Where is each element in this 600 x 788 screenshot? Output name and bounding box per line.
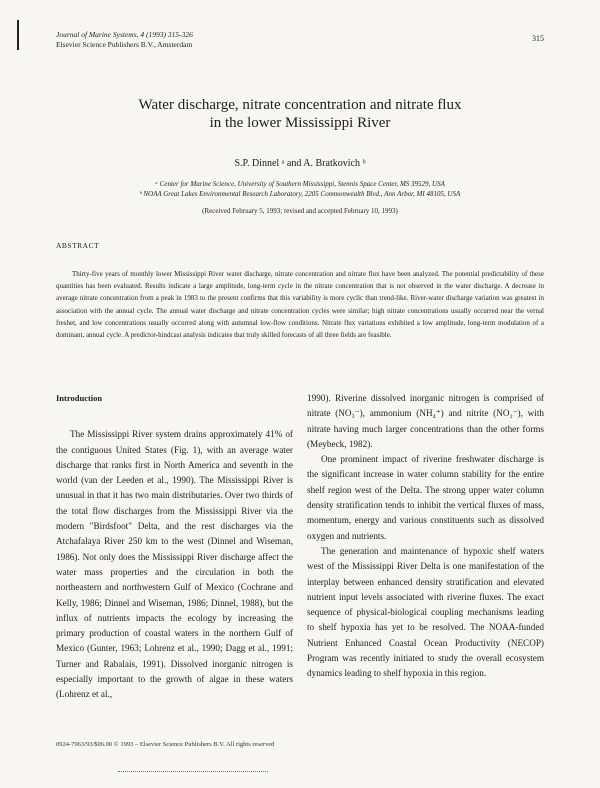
received-dates: (Received February 5, 1993; revised and accepted February 10, 1993) [202,207,398,215]
journal-citation: Journal of Marine Systems, 4 (1993) 315-326 [56,30,193,39]
margin-mark [17,20,19,50]
right-paragraph-3: The generation and maintenance of hypoxic shelf waters west of the Mississippi River Delta is one manifestation of the interplay between enhanced density stratification and elevated nutrient input levels associated with riverine fluxes. The exact sequence of physical-biological coupling mechanisms leading to shelf hypoxia has yet to be resolved. The NOAA-funded Nutrient Enhanced Coastal Ocean Productivity (NECOP) Program was recently initiated to study the overall ecosystem dynamics leading to shelf hypoxia in this region. [307,545,544,679]
scan-artifact [118,771,268,775]
left-column [56,391,293,703]
journal-header [56,30,193,50]
right-paragraph-1: 1990). Riverine dissolved inorganic nitrogen is comprised of nitrate (NO₃⁻), ammonium (NH₄⁺) and nitrite (NO₂⁻), with nitrate having much larger concentrations than the other forms (Meybeck, 1982). [307,393,544,449]
abstract-text: Thirty-five years of monthly lower Mississippi River water discharge, nitrate concentration and nitrate flux have been analyzed. The potential predictability of these quantities has been evaluated. Results indicate a large amplitude, long-term cycle in the nitrate concentration that is not observed in the water discharge. A decrease in average nitrate concentration from a peak in 1983 to the present confirms that this variability is more cyclic than trend-like. River-water discharge variation was greatest in association with the annual cycle. The annual water discharge and nitrate concentration cycles were similar; high nitrate concentrations usually occurred near the vernal freshet, and low concentrations usually occurred along with autumnal low-flow conditions. Nitrate flux variations exhibited a low amplitude, long-term modulation of a dominant, annual cycle. A predictor-hindcast analysis indicates that truly skilled forecasts of all three fields are feasible. [56,270,544,340]
page-number: 315 [532,34,544,43]
title-line-1: Water discharge, nitrate concentration and nitrate flux [138,97,462,113]
authors: S.P. Dinnel ᵃ and A. Bratkovich ᵇ [234,158,366,169]
right-paragraph-2: One prominent impact of riverine freshwater discharge is the significant increase in water column stability for the entire shelf region west of the Delta. The strong upper water column density stratification tends to inhibit the vertical fluxes of mass, momentum, energy and various constituents such as dissolved oxygen and nutrients. [307,454,544,541]
affiliation-a: ᵃ Center for Marine Science, University of Southern Mississippi, Stennis Space Center, MS 39529, USA [155,180,445,188]
introduction-heading: Introduction [56,393,103,403]
abstract-heading: ABSTRACT [56,241,100,250]
affiliations [40,179,560,199]
right-column [307,391,544,682]
affiliation-b: ᵇ NOAA Great Lakes Environmental Research Laboratory, 2205 Commonwealth Blvd., Ann Arbor, MI 48105, USA [139,190,461,198]
paper-title [40,96,560,132]
publisher-line: Elsevier Science Publishers B.V., Amsterdam [56,40,193,49]
copyright-footer: 0924-7963/93/$06.00 © 1993 – Elsevier Science Publishers B.V. All rights reserved [56,741,275,748]
intro-paragraph-1: The Mississippi River system drains approximately 41% of the contiguous United States (Fig. 1), with an average water discharge that ranks first in North America and seventh in the world (van der Leeden et al., 1990). The Mississippi River is unusual in that it has two main distributaries. Over two thirds of the total flow discharges from the Mississippi River via the modern "Birdsfoot" Delta, and the rest discharges via the Atchafalaya River 250 km to the west (Dinnel and Wiseman, 1986). Not only does the Mississippi River discharge affect the water mass properties and the circulation in both the northeastern and northwestern Gulf of Mexico (Cochrane and Kelly, 1986; Dinnel and Wiseman, 1986; Dinnel, 1988), but the influx of nutrients impacts the ecology by increasing the primary production of coastal waters in the northern Gulf of Mexico (Gunter, 1963; Lohrenz et al., 1990; Dagg et al., 1991; Turner and Rabalais, 1991). Dissolved inorganic nitrogen is especially important to the growth of algae in these waters (Lohrenz et al., [56,429,293,700]
title-line-2: in the lower Mississippi River [209,115,391,131]
